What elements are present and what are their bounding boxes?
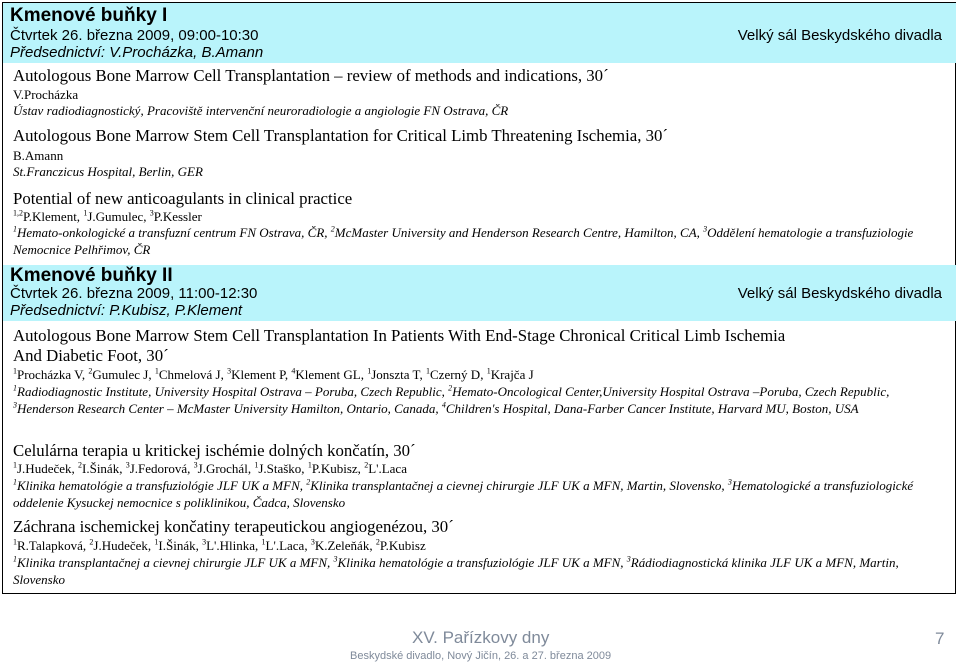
session-title: Kmenové buňky II: [10, 265, 173, 286]
talk-authors: V.Procházka: [13, 87, 79, 102]
talk-affiliation: $^1$Hemato-onkologické a transfuzní centrum FN Ostrava, ČR, $^2$McMaster University and Henderson Research Centre, Hamilton, CA, $^3$Oddělení hematologie a transfuziologie Nemocnice Pelhřimov, ČR: [13, 224, 914, 257]
page-number: 7: [935, 629, 945, 648]
talk-title: Potential of new anticoagulants in clinical practice: [13, 189, 353, 208]
talk-authors: $^1$R.Talapková, $^2$J.Hudeček, $^1$I.Šinák, $^3$L'.Hlinka, $^1$L'.Laca, $^3$K.Zeleňák, $^2$P.Kubisz: [13, 537, 426, 553]
talk-authors: $^{1,2}$P.Klement, $^1$J.Gumulec, $^3$P.Kessler: [13, 208, 202, 224]
talk-title: Autologous Bone Marrow Stem Cell Transplantation for Critical Limb Threatening Ischemia, 30´: [13, 126, 668, 145]
session-room: Velký sál Beskydského divadla: [737, 285, 942, 302]
session-time: Čtvrtek 26. března 2009, 11:00-12:30: [10, 285, 258, 302]
talk-affiliation: $^1$Radiodiagnostic Institute, University Hospital Ostrava – Poruba, Czech Republic, $^2$Hemato-Oncological Center,University Hospital Ostrava –Poruba, Czech Republic, $^3$Henderson Research Center – McMaster University Hamilton, Ontario, Canada, $^4$Children's Hospital, Dana-Farber Cancer Institute, Harvard MU, Boston, USA: [13, 383, 890, 416]
talk-authors: $^1$J.Hudeček, $^2$I.Šinák, $^3$J.Fedorová, $^3$J.Grochál, $^1$J.Staško, $^1$P.Kubisz, $^2$L'.Laca: [13, 460, 407, 476]
talk-title: Autologous Bone Marrow Cell Transplantation – review of methods and indications, 30´: [13, 66, 609, 85]
talk-authors: B.Amann: [13, 148, 64, 163]
talk-affiliation: $^1$Klinika transplantačnej a cievnej chirurgie JLF UK a MFN, $^3$Klinika hematológie a transfuziológie JLF UK a MFN, $^3$Rádiodiagnostická klinika JLF UK a MFN, Martin, Slovensko: [13, 554, 899, 587]
session-title: Kmenové buňky I: [10, 5, 168, 26]
talk-affiliation: St.Franczicus Hospital, Berlin, GER: [13, 164, 203, 179]
session-chairs: Předsednictví: P.Kubisz, P.Klement: [10, 302, 243, 319]
talk-title: Záchrana ischemickej končatiny terapeutickou angiogenézou, 30´: [13, 517, 454, 536]
footer-subtitle: Beskydské divadlo, Nový Jičín, 26. a 27. března 2009: [350, 650, 612, 662]
talk-authors: $^1$Procházka V, $^2$Gumulec J, $^1$Chmelová J, $^3$Klement P, $^4$Klement GL, $^1$Jonszta T, $^1$Czerný D, $^1$Krajča J: [13, 366, 534, 382]
session-header-2: [3, 265, 956, 321]
footer-title: XV. Pařízkovy dny: [412, 628, 550, 647]
talk-title: Autologous Bone Marrow Stem Cell Transplantation In Patients With End-Stage Chronical Critical Limb Ischemia: [13, 326, 786, 345]
session-room: Velký sál Beskydského divadla: [737, 27, 942, 44]
session-chairs: Předsednictví: V.Procházka, B.Amann: [10, 44, 264, 61]
talk-title: Celulárna terapia u kritickej ischémie dolných končatín, 30´: [13, 441, 416, 460]
session-time: Čtvrtek 26. března 2009, 09:00-10:30: [10, 27, 259, 44]
talk-affiliation: $^1$Klinika hematológie a transfuziológie JLF UK a MFN, $^2$Klinika transplantačnej a cievnej chirurgie JLF UK a MFN, Martin, Slovensko, $^3$Hematologické a transfuziologické oddelenie Kysuckej nemocnice s poliklinikou, Čadca, Slovensko: [13, 477, 914, 510]
talk-title-continued: And Diabetic Foot, 30´: [13, 346, 169, 365]
talk-affiliation: Ústav radiodiagnostický, Pracoviště intervenční neuroradiologie a angiologie FN Ostrava, ČR: [13, 103, 509, 118]
session-header-1: [3, 3, 956, 63]
